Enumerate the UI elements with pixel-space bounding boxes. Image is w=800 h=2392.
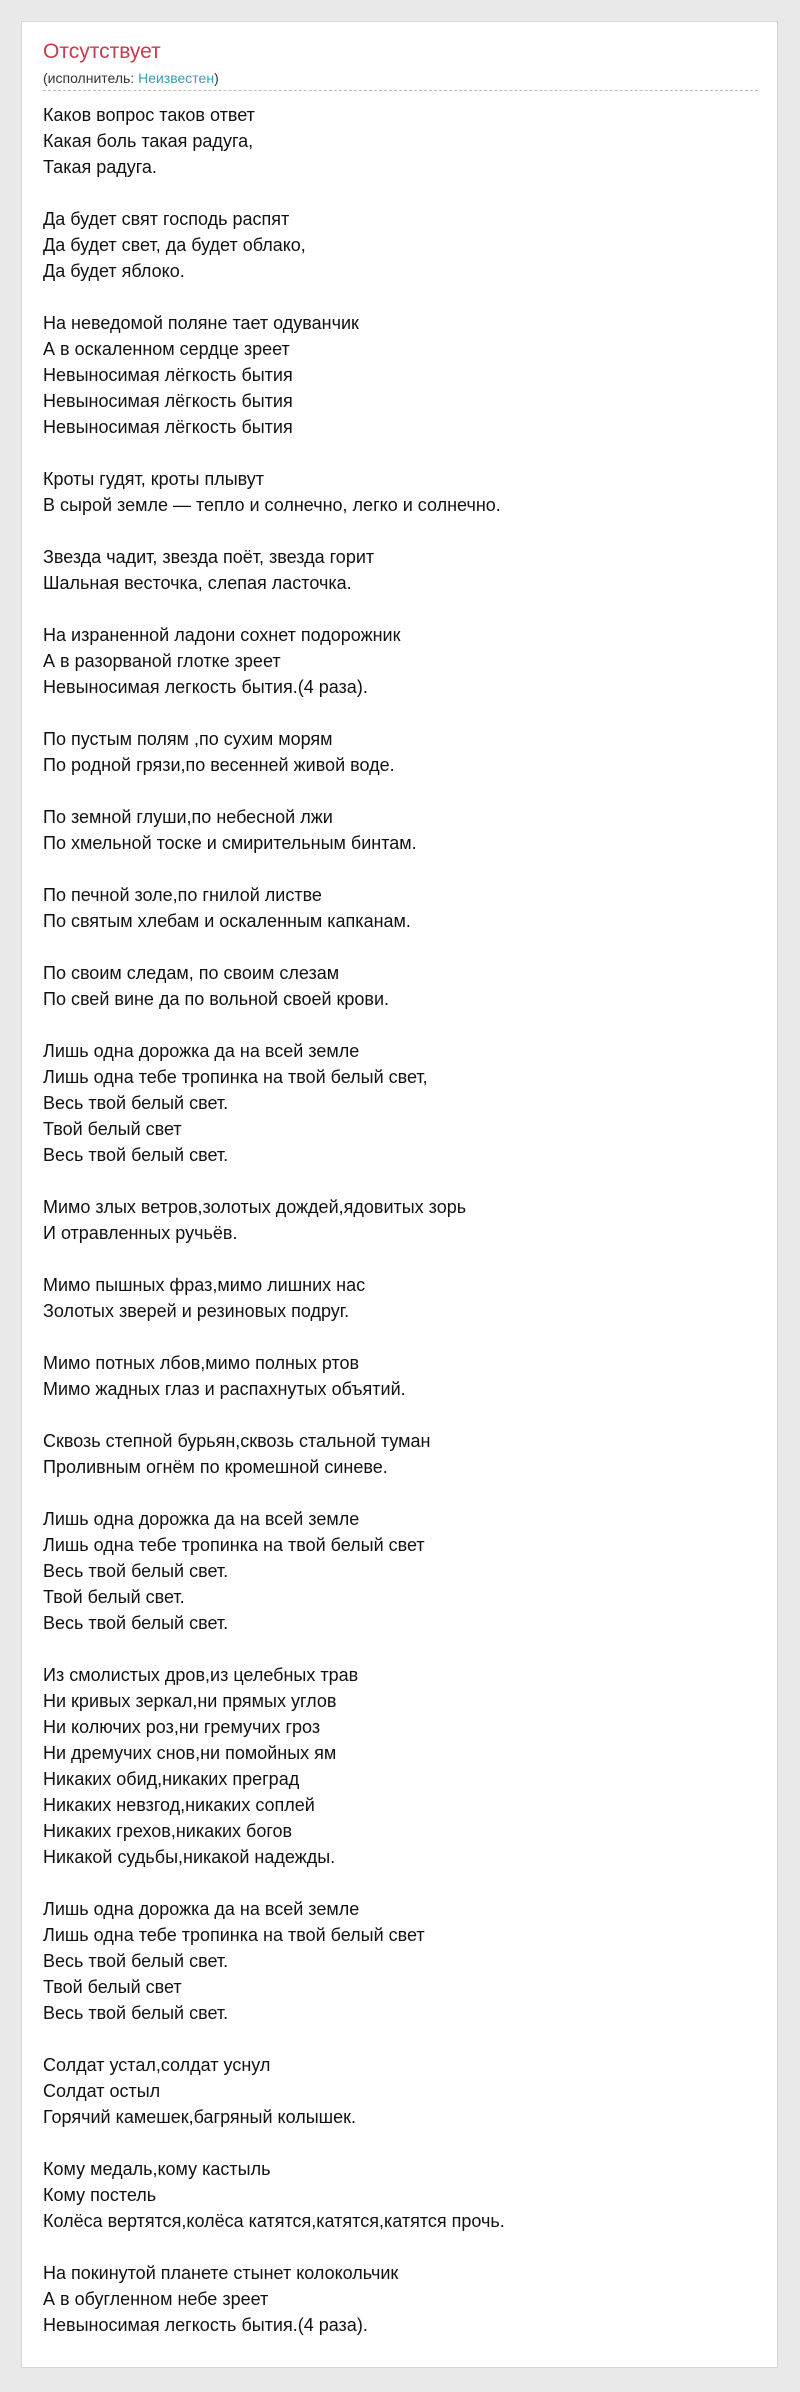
lyrics-line: А в оскаленном сердце зреет [43,339,290,359]
lyrics-line: Такая радуга. [43,157,157,177]
lyrics-line: Кроты гудят, кроты плывут [43,469,265,489]
lyrics-line: Невыносимая легкость бытия.(4 раза). [43,2315,368,2335]
lyrics-line: Мимо жадных глаз и распахнутых объятий. [43,1379,406,1399]
lyrics-stanza [43,1662,758,1870]
lyrics-line: По свей вине да по вольной своей крови. [43,989,390,1009]
lyrics-line: Лишь одна тебе тропинка на твой белый свет [43,1535,425,1555]
lyrics-line: Весь твой белый свет. [43,1093,229,1113]
lyrics-line: По своим следам, по своим слезам [43,963,340,983]
lyrics-line: Да будет свет, да будет облако, [43,235,306,255]
lyrics-card [21,21,778,2368]
lyrics-line: В сырой земле — тепло и солнечно, легко и солнечно. [43,495,501,515]
lyrics-stanza [43,310,758,440]
lyrics-line: Мимо злых ветров,золотых дождей,ядовитых зорь [43,1197,467,1217]
lyrics-stanza [43,622,758,700]
lyrics-line: Шальная весточка, слепая ласточка. [43,573,352,593]
lyrics-stanza [43,726,758,778]
lyrics-line: Невыносимая лёгкость бытия [43,391,293,411]
lyrics-stanza [43,102,758,180]
lyrics-line: Ни кривых зеркал,ни прямых углов [43,1691,337,1711]
lyrics-line: Лишь одна дорожка да на всей земле [43,1041,360,1061]
lyrics-line: Солдат остыл [43,2081,161,2101]
lyrics-stanza [43,544,758,596]
lyrics-line: И отравленных ручьёв. [43,1223,238,1243]
lyrics-line: Твой белый свет. [43,1587,185,1607]
song-title: Отсутствует [43,40,161,63]
artist-line [43,70,219,87]
lyrics-line: На израненной ладони сохнет подорожник [43,625,401,645]
lyrics-line: Твой белый свет [43,1977,182,1997]
lyrics-stanza [43,1896,758,2026]
lyrics-stanza [43,882,758,934]
lyrics-line: Ни колючих роз,ни гремучих гроз [43,1717,321,1737]
lyrics-line: Из смолистых дров,из целебных трав [43,1665,359,1685]
lyrics-line: А в разорваной глотке зреет [43,651,281,671]
lyrics-line: Мимо потных лбов,мимо полных ртов [43,1353,360,1373]
lyrics-stanza [43,466,758,518]
lyrics-line: Твой белый свет [43,1119,182,1139]
lyrics-stanza [43,1272,758,1324]
lyrics-line: Невыносимая лёгкость бытия [43,365,293,385]
lyrics-line: Никаких грехов,никаких богов [43,1821,293,1841]
lyrics-line: Мимо пышных фраз,мимо лишних нас [43,1275,366,1295]
lyrics-line: Солдат устал,солдат уснул [43,2055,271,2075]
lyrics-line: Какая боль такая радуга, [43,131,254,151]
lyrics-line: Да будет яблоко. [43,261,185,281]
lyrics-line: Невыносимая легкость бытия.(4 раза). [43,677,368,697]
lyrics-line: Золотых зверей и резиновых подруг. [43,1301,350,1321]
artist-link[interactable]: Неизвестен [138,70,215,86]
lyrics-line: На покинутой планете стынет колокольчик [43,2263,399,2283]
lyrics-stanza [43,960,758,1012]
lyrics-line: Весь твой белый свет. [43,1951,229,1971]
lyrics-stanza [43,1506,758,1636]
lyrics-stanza [43,804,758,856]
lyrics-line: Весь твой белый свет. [43,1613,229,1633]
lyrics-line: По пустым полям ,по сухим морям [43,729,333,749]
lyrics-line: Горячий камешек,багряный колышек. [43,2107,357,2127]
lyrics-line: Никаких невзгод,никаких соплей [43,1795,315,1815]
lyrics-line: Весь твой белый свет. [43,1145,229,1165]
lyrics-line: Ни дремучих снов,ни помойных ям [43,1743,337,1763]
artist-suffix: ) [214,70,219,86]
lyrics-stanza [43,2156,758,2234]
lyrics-stanza [43,1428,758,1480]
lyrics-line: По печной золе,по гнилой листве [43,885,322,905]
lyrics-line: По святым хлебам и оскаленным капканам. [43,911,411,931]
lyrics-line: Весь твой белый свет. [43,1561,229,1581]
lyrics-line: Лишь одна тебе тропинка на твой белый свет [43,1925,425,1945]
lyrics-line: Кому медаль,кому кастыль [43,2159,271,2179]
lyrics-line: Кому постель [43,2185,157,2205]
lyrics-line: На неведомой поляне тает одуванчик [43,313,359,333]
lyrics-stanza [43,1350,758,1402]
lyrics-stanza [43,206,758,284]
lyrics-line: Лишь одна дорожка да на всей земле [43,1899,360,1919]
dashed-divider [43,90,758,91]
lyrics-stanza [43,1038,758,1168]
lyrics-body [43,102,758,2364]
lyrics-line: Лишь одна дорожка да на всей земле [43,1509,360,1529]
lyrics-line: По родной грязи,по весенней живой воде. [43,755,395,775]
lyrics-line: Никакой судьбы,никакой надежды. [43,1847,336,1867]
lyrics-line: Сквозь степной бурьян,сквозь стальной туман [43,1431,431,1451]
lyrics-line: Проливным огнём по кромешной синеве. [43,1457,388,1477]
lyrics-line: Колёса вертятся,колёса катятся,катятся,катятся прочь. [43,2211,505,2231]
lyrics-line: Да будет свят господь распят [43,209,290,229]
artist-prefix: (исполнитель: [43,70,139,86]
lyrics-line: Звезда чадит, звезда поёт, звезда горит [43,547,375,567]
lyrics-line: Каков вопрос таков ответ [43,105,255,125]
lyrics-line: А в обугленном небе зреет [43,2289,269,2309]
lyrics-line: По земной глуши,по небесной лжи [43,807,333,827]
lyrics-stanza [43,2260,758,2338]
lyrics-line: По хмельной тоске и смирительным бинтам. [43,833,417,853]
lyrics-line: Никаких обид,никаких преград [43,1769,300,1789]
lyrics-line: Лишь одна тебе тропинка на твой белый свет, [43,1067,428,1087]
lyrics-line: Весь твой белый свет. [43,2003,229,2023]
lyrics-stanza [43,2052,758,2130]
lyrics-line: Невыносимая лёгкость бытия [43,417,293,437]
lyrics-stanza [43,1194,758,1246]
